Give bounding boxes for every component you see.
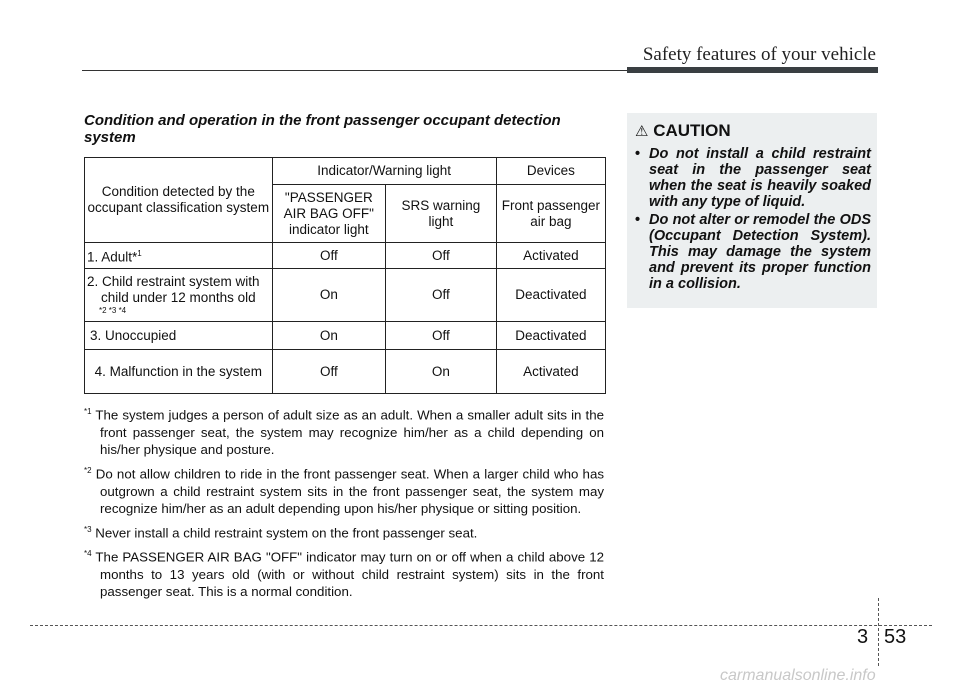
condition: 3. Unoccupied xyxy=(85,322,273,350)
bullet-icon: • xyxy=(635,146,641,162)
caution-item xyxy=(635,146,871,210)
footnote xyxy=(84,521,604,542)
pab-value: On xyxy=(272,269,386,322)
warning-triangle-icon: ⚠ xyxy=(635,123,649,140)
pab-value: Off xyxy=(272,243,386,269)
bag-value: Deactivated xyxy=(496,269,605,322)
footnote-ref: 1 xyxy=(137,248,142,258)
header-srs: SRS warning light xyxy=(386,185,497,243)
condition: 2. Child restraint system with child under 12 months old xyxy=(87,274,260,305)
srs-value: Off xyxy=(386,243,497,269)
footnote xyxy=(84,403,604,459)
footnote xyxy=(84,462,604,518)
footnote-mark: *3 xyxy=(84,524,92,534)
header-front-bag: Front passenger air bag xyxy=(496,185,605,243)
footnote-mark: *4 xyxy=(84,548,92,558)
pab-value: Off xyxy=(272,350,386,394)
bullet-icon: • xyxy=(635,212,641,228)
table-row xyxy=(85,269,606,322)
footnote-text: Do not allow children to ride in the front passenger seat. When a larger child who has outgrown a child restraint system sits in the front passenger seat, the system may recognize him/her as an adult depending upon his/her physique or sitting position. xyxy=(95,466,604,517)
footnote-text: The PASSENGER AIR BAG "OFF" indicator may turn on or off when a child above 12 months to 13 years old (with or without child restraint system) sits in the front passenger seat. This is a normal condition. xyxy=(95,549,604,600)
pab-value: On xyxy=(272,322,386,350)
condition: 4. Malfunction in the system xyxy=(85,350,273,394)
caution-text: Do not alter or remodel the ODS (Occupant Detection System). This may damage the system and prevent its proper function in a collision. xyxy=(649,212,871,292)
bag-value: Activated xyxy=(496,243,605,269)
header-rule xyxy=(82,70,632,71)
caution-item xyxy=(635,212,871,292)
footer-rule xyxy=(30,625,932,626)
ods-table xyxy=(84,157,606,394)
srs-value: Off xyxy=(386,269,497,322)
bag-value: Activated xyxy=(496,350,605,394)
footnotes xyxy=(84,403,604,604)
condition: 1. Adult* xyxy=(87,249,138,265)
header-condition: Condition detected by the occupant classification system xyxy=(85,158,273,243)
srs-value: Off xyxy=(386,322,497,350)
caution-box xyxy=(627,113,877,308)
caution-text: Do not install a child restraint seat in the passenger seat when the seat is heavily soaked with any type of liquid. xyxy=(649,146,871,210)
table-row xyxy=(85,322,606,350)
header-devices: Devices xyxy=(496,158,605,185)
footnote-refs: *2 *3 *4 xyxy=(99,306,127,315)
footnote-text: The system judges a person of adult size as an adult. When a smaller adult sits in the front passenger seat, the system may recognize him/her as a child depending on his/her physique and posture. xyxy=(95,407,604,458)
watermark: carmanualsonline.info xyxy=(720,667,876,684)
table-row xyxy=(85,350,606,394)
footnote-text: Never install a child restraint system on the front passenger seat. xyxy=(95,525,478,541)
header-pab: "PASSENGER AIR BAG OFF" indicator light xyxy=(272,185,386,243)
header-bar xyxy=(627,67,878,73)
header-indicator: Indicator/Warning light xyxy=(272,158,496,185)
footer-divider xyxy=(878,598,879,666)
table-row xyxy=(85,243,606,269)
srs-value: On xyxy=(386,350,497,394)
caution-heading xyxy=(635,121,731,141)
section-title: Condition and operation in the front passenger occupant detection system xyxy=(84,112,561,146)
page-number: 53 xyxy=(884,626,907,648)
footnote-mark: *1 xyxy=(84,407,92,416)
footnote-mark: *2 xyxy=(84,465,92,475)
chapter-number: 3 xyxy=(857,626,869,648)
footnote xyxy=(84,545,604,601)
bag-value: Deactivated xyxy=(496,322,605,350)
header-title: Safety features of your vehicle xyxy=(642,44,876,65)
caution-title: CAUTION xyxy=(653,121,731,140)
